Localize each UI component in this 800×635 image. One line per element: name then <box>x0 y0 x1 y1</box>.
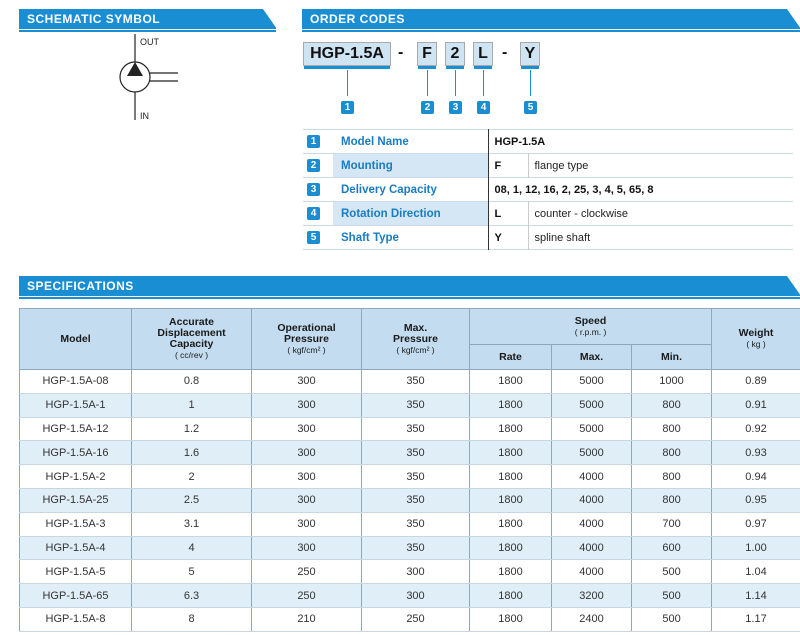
cell-displacement: 1.2 <box>132 417 252 441</box>
col-header-operational-pressure: Operational Pressure ( kgf/cm² ) <box>252 309 362 370</box>
code-number-1: 1 <box>341 101 354 114</box>
cell-max-pressure: 350 <box>362 512 470 536</box>
table-row <box>20 488 800 512</box>
definition-row-capacity <box>303 178 793 202</box>
cell-op-pressure: 300 <box>252 370 362 394</box>
definition-desc: flange type <box>528 154 793 178</box>
cell-displacement: 1 <box>132 393 252 417</box>
cell-op-pressure: 300 <box>252 417 362 441</box>
cell-speed-max: 4000 <box>552 465 632 489</box>
code-number-5: 5 <box>524 101 537 114</box>
cell-speed-max: 5000 <box>552 393 632 417</box>
connector-line <box>530 70 531 96</box>
table-row <box>20 512 800 536</box>
definition-label: Model Name <box>341 135 409 148</box>
code-number-4: 4 <box>477 101 490 114</box>
table-row <box>20 441 800 465</box>
code-separator: - <box>502 44 508 61</box>
cell-op-pressure: 300 <box>252 488 362 512</box>
cell-speed-rate: 1800 <box>470 560 552 584</box>
cell-speed-rate: 1800 <box>470 488 552 512</box>
cell-displacement: 5 <box>132 560 252 584</box>
cell-op-pressure: 250 <box>252 584 362 608</box>
col-header-speed-rate: Rate <box>470 345 552 370</box>
definition-code: L <box>488 202 528 226</box>
cell-speed-rate: 1800 <box>470 584 552 608</box>
cell-max-pressure: 350 <box>362 441 470 465</box>
cell-speed-min: 800 <box>632 441 712 465</box>
definition-number: 5 <box>307 231 320 244</box>
out-port-label: OUT <box>140 37 159 47</box>
cell-op-pressure: 300 <box>252 512 362 536</box>
cell-speed-rate: 1800 <box>470 607 552 631</box>
cell-displacement: 2 <box>132 465 252 489</box>
col-header-displacement: Accurate Displacement Capacity ( cc/rev ) <box>132 309 252 370</box>
cell-speed-min: 500 <box>632 607 712 631</box>
definition-code: Y <box>488 226 528 250</box>
col-header-speed: Speed ( r.p.m. ) <box>470 309 712 345</box>
code-number-2: 2 <box>421 101 434 114</box>
cell-speed-max: 4000 <box>552 512 632 536</box>
connector-line <box>427 70 428 96</box>
cell-speed-max: 4000 <box>552 560 632 584</box>
cell-displacement: 1.6 <box>132 441 252 465</box>
cell-max-pressure: 300 <box>362 560 470 584</box>
table-row <box>20 584 800 608</box>
pump-schematic <box>100 30 210 125</box>
table-row <box>20 560 800 584</box>
cell-op-pressure: 300 <box>252 393 362 417</box>
table-row <box>20 465 800 489</box>
cell-speed-max: 4000 <box>552 536 632 560</box>
specifications-table <box>19 308 800 632</box>
cell-speed-rate: 1800 <box>470 536 552 560</box>
cell-displacement: 8 <box>132 607 252 631</box>
cell-speed-min: 500 <box>632 560 712 584</box>
cell-displacement: 2.5 <box>132 488 252 512</box>
definition-row-mounting <box>303 154 793 178</box>
cell-model: HGP-1.5A-3 <box>20 512 132 536</box>
cell-model: HGP-1.5A-65 <box>20 584 132 608</box>
cell-speed-max: 5000 <box>552 370 632 394</box>
cell-op-pressure: 250 <box>252 560 362 584</box>
cell-speed-min: 800 <box>632 393 712 417</box>
cell-displacement: 6.3 <box>132 584 252 608</box>
code-separator: - <box>398 44 404 61</box>
cell-weight: 1.17 <box>712 607 800 631</box>
cell-speed-max: 5000 <box>552 441 632 465</box>
cell-weight: 0.91 <box>712 393 800 417</box>
definition-label: Delivery Capacity <box>341 183 437 196</box>
cell-weight: 1.14 <box>712 584 800 608</box>
cell-weight: 1.00 <box>712 536 800 560</box>
table-row <box>20 607 800 631</box>
definition-label: Rotation Direction <box>333 202 488 226</box>
cell-model: HGP-1.5A-08 <box>20 370 132 394</box>
definition-code: HGP-1.5A <box>488 130 793 154</box>
col-header-weight: Weight ( kg ) <box>712 309 800 370</box>
cell-model: HGP-1.5A-16 <box>20 441 132 465</box>
cell-max-pressure: 250 <box>362 607 470 631</box>
code-part-mounting: F <box>417 42 437 66</box>
definition-label: Shaft Type <box>341 231 399 244</box>
cell-weight: 0.92 <box>712 417 800 441</box>
col-header-model: Model <box>20 309 132 370</box>
cell-model: HGP-1.5A-5 <box>20 560 132 584</box>
cell-model: HGP-1.5A-4 <box>20 536 132 560</box>
cell-speed-min: 1000 <box>632 370 712 394</box>
cell-op-pressure: 300 <box>252 536 362 560</box>
table-row <box>20 370 800 394</box>
definition-row-model <box>303 130 793 154</box>
cell-speed-rate: 1800 <box>470 441 552 465</box>
order-code-definitions <box>303 129 793 250</box>
cell-model: HGP-1.5A-2 <box>20 465 132 489</box>
specifications-header <box>19 276 800 296</box>
cell-op-pressure: 300 <box>252 465 362 489</box>
order-codes-title: ORDER CODES <box>310 12 405 26</box>
code-part-model: HGP-1.5A <box>303 42 391 66</box>
cell-op-pressure: 300 <box>252 441 362 465</box>
cell-model: HGP-1.5A-8 <box>20 607 132 631</box>
definition-desc: counter - clockwise <box>528 202 793 226</box>
table-row <box>20 536 800 560</box>
cell-max-pressure: 350 <box>362 465 470 489</box>
cell-weight: 0.89 <box>712 370 800 394</box>
cell-speed-max: 3200 <box>552 584 632 608</box>
definition-row-shaft <box>303 226 793 250</box>
schematic-symbol-header <box>19 9 276 29</box>
cell-speed-max: 2400 <box>552 607 632 631</box>
table-row <box>20 417 800 441</box>
code-part-capacity: 2 <box>445 42 465 66</box>
definition-number: 3 <box>307 183 320 196</box>
header-underline <box>19 297 800 299</box>
cell-max-pressure: 350 <box>362 417 470 441</box>
cell-speed-min: 500 <box>632 584 712 608</box>
cell-speed-rate: 1800 <box>470 370 552 394</box>
cell-weight: 0.95 <box>712 488 800 512</box>
cell-model: HGP-1.5A-1 <box>20 393 132 417</box>
header-underline <box>302 30 800 32</box>
cell-weight: 0.97 <box>712 512 800 536</box>
cell-speed-rate: 1800 <box>470 512 552 536</box>
definition-number: 4 <box>307 207 320 220</box>
cell-op-pressure: 210 <box>252 607 362 631</box>
order-codes-header <box>302 9 800 29</box>
cell-max-pressure: 300 <box>362 584 470 608</box>
cell-speed-min: 800 <box>632 417 712 441</box>
cell-max-pressure: 350 <box>362 488 470 512</box>
code-number-3: 3 <box>449 101 462 114</box>
definition-number: 2 <box>307 159 320 172</box>
definition-code: 08, 1, 12, 16, 2, 25, 3, 4, 5, 65, 8 <box>488 178 793 202</box>
col-header-max-pressure: Max. Pressure ( kgf/cm² ) <box>362 309 470 370</box>
cell-model: HGP-1.5A-25 <box>20 488 132 512</box>
definition-desc: spline shaft <box>528 226 793 250</box>
specifications-title: SPECIFICATIONS <box>27 279 134 293</box>
cell-displacement: 3.1 <box>132 512 252 536</box>
col-header-speed-min: Min. <box>632 345 712 370</box>
definition-code: F <box>488 154 528 178</box>
cell-model: HGP-1.5A-12 <box>20 417 132 441</box>
cell-speed-max: 5000 <box>552 417 632 441</box>
cell-speed-min: 800 <box>632 465 712 489</box>
cell-max-pressure: 350 <box>362 536 470 560</box>
cell-speed-min: 600 <box>632 536 712 560</box>
cell-weight: 0.94 <box>712 465 800 489</box>
cell-speed-rate: 1800 <box>470 465 552 489</box>
cell-displacement: 0.8 <box>132 370 252 394</box>
col-header-speed-max: Max. <box>552 345 632 370</box>
definition-label: Mounting <box>333 154 488 178</box>
cell-max-pressure: 350 <box>362 370 470 394</box>
in-port-label: IN <box>140 111 149 121</box>
code-part-shaft: Y <box>520 42 540 66</box>
specifications-body <box>20 370 800 632</box>
cell-speed-rate: 1800 <box>470 417 552 441</box>
cell-max-pressure: 350 <box>362 393 470 417</box>
cell-weight: 0.93 <box>712 441 800 465</box>
connector-line <box>483 70 484 96</box>
table-row <box>20 393 800 417</box>
connector-line <box>347 70 348 96</box>
code-part-rotation: L <box>473 42 493 66</box>
cell-displacement: 4 <box>132 536 252 560</box>
cell-speed-rate: 1800 <box>470 393 552 417</box>
definition-row-rotation <box>303 202 793 226</box>
schematic-symbol-title: SCHEMATIC SYMBOL <box>27 12 161 26</box>
cell-weight: 1.04 <box>712 560 800 584</box>
cell-speed-min: 700 <box>632 512 712 536</box>
connector-line <box>455 70 456 96</box>
cell-speed-min: 800 <box>632 488 712 512</box>
definition-number: 1 <box>307 135 320 148</box>
cell-speed-max: 4000 <box>552 488 632 512</box>
